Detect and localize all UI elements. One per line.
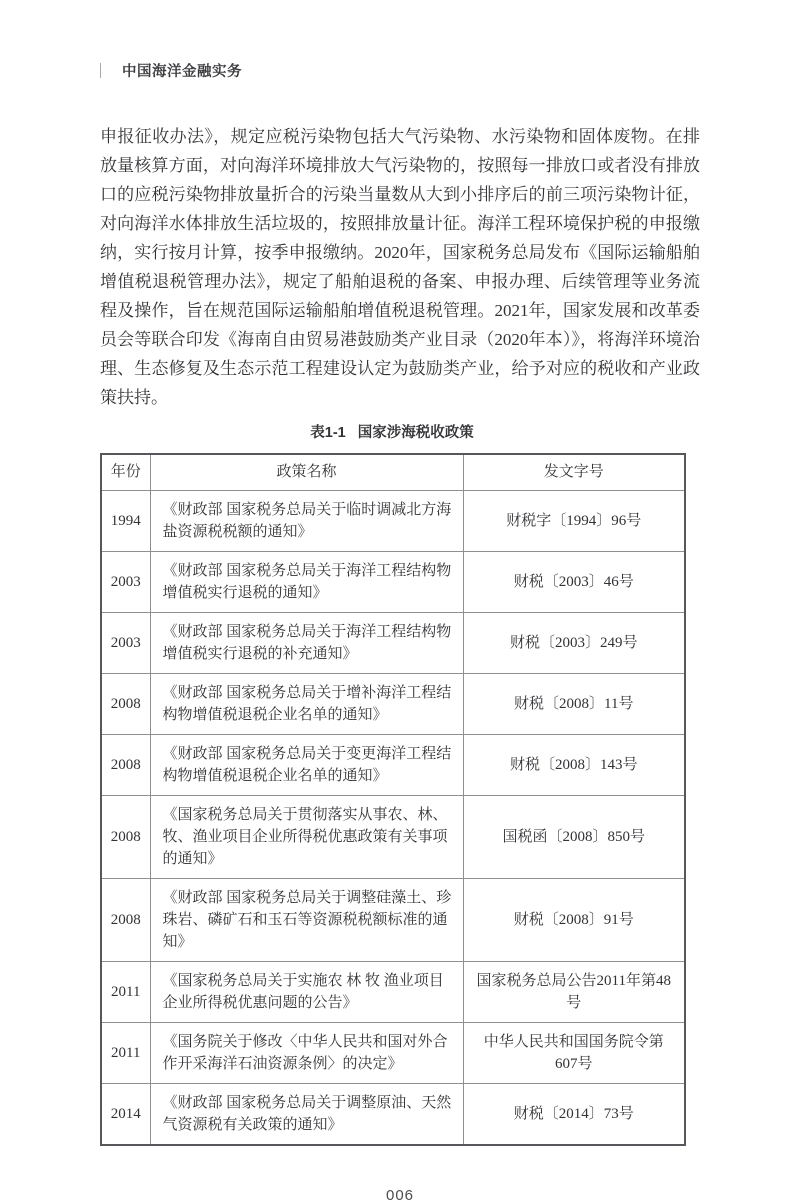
table-row (101, 1083, 685, 1145)
cell-docno: 财税〔2014〕73号 (463, 1083, 685, 1145)
cell-year: 2008 (101, 878, 150, 961)
column-header-year: 年份 (101, 454, 150, 490)
table-row (101, 673, 685, 734)
cell-docno: 国税函〔2008〕850号 (463, 795, 685, 878)
body-paragraph: 申报征收办法》，规定应税污染物包括大气污染物、水污染物和固体废物。在排放量核算方面，对向海洋环境排放大气污染物的，按照每一排放口或者没有排放口的应税污染物排放量折合的污染当量数从大到小排序后的前三项污染物计征，对向海洋水体排放生活垃圾的，按照排放量计征。海洋工程环境保护税的申报缴纳，实行按月计算，按季申报缴纳。2020年，国家税务总局发布《国际运输船舶增值税退税管理办法》，规定了船舶退税的备案、申报办理、后续管理等业务流程及操作，旨在规范国际运输船舶增值税退税管理。2021年，国家发展和改革委员会等联合印发《海南自由贸易港鼓励类产业目录（2020年本）》，将海洋环境治理、生态修复及生态示范工程建设认定为鼓励类产业，给予对应的税收和产业政策扶持。 (100, 127, 700, 407)
cell-docno: 财税〔2008〕143号 (463, 734, 685, 795)
table-row (101, 734, 685, 795)
cell-policy: 《财政部 国家税务总局关于海洋工程结构物增值税实行退税的补充通知》 (150, 612, 463, 673)
cell-docno: 财税〔2003〕46号 (463, 551, 685, 612)
cell-year: 2003 (101, 551, 150, 612)
table-row (101, 878, 685, 961)
cell-docno: 国家税务总局公告2011年第48号 (463, 961, 685, 1022)
cell-year: 2008 (101, 795, 150, 878)
table-row (101, 490, 685, 551)
cell-policy: 《国家税务总局关于实施农 林 牧 渔业项目企业所得税优惠问题的公告》 (150, 961, 463, 1022)
cell-policy: 《财政部 国家税务总局关于调整原油、天然气资源税有关政策的通知》 (150, 1083, 463, 1145)
cell-year: 2003 (101, 612, 150, 673)
cell-policy: 《财政部 国家税务总局关于调整硅藻土、珍珠岩、磷矿石和玉石等资源税税额标准的通知》 (150, 878, 463, 961)
column-header-docno: 发文字号 (463, 454, 685, 490)
cell-docno: 财税字〔1994〕96号 (463, 490, 685, 551)
cell-year: 2011 (101, 1022, 150, 1083)
cell-year: 2008 (101, 673, 150, 734)
cell-docno: 财税〔2008〕11号 (463, 673, 685, 734)
table-row (101, 795, 685, 878)
column-header-policy: 政策名称 (150, 454, 463, 490)
cell-policy: 《国务院关于修改〈中华人民共和国对外合作开采海洋石油资源条例〉的决定》 (150, 1022, 463, 1083)
cell-year: 2008 (101, 734, 150, 795)
table-row (101, 612, 685, 673)
table-caption-title: 国家涉海税收政策 (357, 425, 474, 441)
cell-policy: 《财政部 国家税务总局关于增补海洋工程结构物增值税退税企业名单的通知》 (150, 673, 463, 734)
running-head (100, 60, 700, 80)
cell-year: 2011 (101, 961, 150, 1022)
table-row (101, 961, 685, 1022)
page-number: 006 (385, 1186, 415, 1204)
cell-year: 1994 (101, 490, 150, 551)
table-header-row (101, 454, 685, 490)
cell-policy: 《国家税务总局关于贯彻落实从事农、林、牧、渔业项目企业所得税优惠政策有关事项的通知》 (150, 795, 463, 878)
cell-policy: 《财政部 国家税务总局关于变更海洋工程结构物增值税退税企业名单的通知》 (150, 734, 463, 795)
table-caption-number: 表1-1 (310, 425, 346, 441)
cell-year: 2014 (101, 1083, 150, 1145)
book-title: 中国海洋金融实务 (122, 63, 242, 80)
table-row (101, 551, 685, 612)
table-caption (100, 421, 684, 442)
cell-policy: 《财政部 国家税务总局关于海洋工程结构物增值税实行退税的通知》 (150, 551, 463, 612)
cell-docno: 中华人民共和国国务院令第607号 (463, 1022, 685, 1083)
cell-policy: 《财政部 国家税务总局关于临时调减北方海盐资源税税额的通知》 (150, 490, 463, 551)
running-head-rule (100, 63, 101, 78)
cell-docno: 财税〔2008〕91号 (463, 878, 685, 961)
table-row (101, 1022, 685, 1083)
tax-policy-table (100, 453, 686, 1146)
cell-docno: 财税〔2003〕249号 (463, 612, 685, 673)
